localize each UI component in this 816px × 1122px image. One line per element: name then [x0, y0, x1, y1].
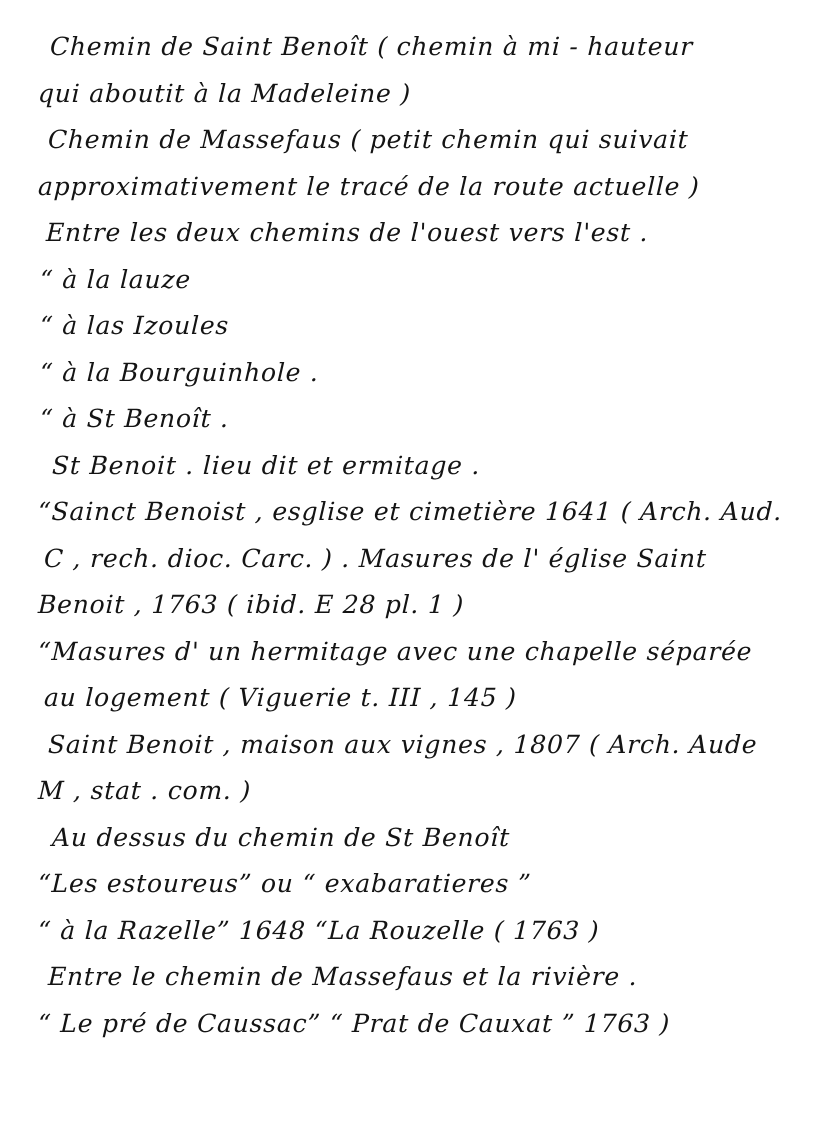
handwritten-line: “Les estoureus” ou “ exabaratieres ” — [37, 869, 533, 898]
handwritten-line: “Masures d' un hermitage avec une chapelle séparée — [37, 636, 753, 666]
handwritten-line: au logement ( Viguerie t. III , 145 ) — [43, 683, 518, 712]
handwritten-line: St Benoit . lieu dit et ermitage . — [51, 450, 481, 480]
handwritten-line: Benoit , 1763 ( ibid. E 28 pl. 1 ) — [37, 590, 465, 619]
handwritten-line: Saint Benoit , maison aux vignes , 1807 ( Arch. Aude — [47, 729, 758, 759]
handwritten-line: Entre le chemin de Massefaus et la rivière . — [47, 962, 639, 991]
handwritten-line: qui aboutit à la Madeleine ) — [37, 78, 412, 108]
handwritten-line: Chemin de Massefaus ( petit chemin qui suivait — [47, 125, 690, 154]
handwritten-line: C , rech. dioc. Carc. ) . Masures de l' église Saint — [43, 543, 708, 573]
handwritten-line: Entre les deux chemins de l'ouest vers l'est . — [45, 218, 649, 247]
handwritten-line: “ à la Razelle” 1648 “La Rouzelle ( 1763 ) — [37, 915, 600, 945]
handwritten-line: “ à St Benoît . — [39, 404, 230, 433]
handwritten-line: “ à la Bourguinhole . — [39, 357, 320, 387]
handwritten-text — [38, 24, 786, 1047]
handwritten-line: “ à la lauze — [39, 264, 192, 294]
handwritten-line: Chemin de Saint Benoît ( chemin à mi - hauteur — [49, 32, 694, 61]
handwritten-line: approximativement le tracé de la route actuelle ) — [37, 171, 701, 201]
handwritten-line: M , stat . com. ) — [37, 776, 252, 805]
handwritten-line: “ Le pré de Caussac” “ Prat de Cauxat ” 1763 ) — [37, 1008, 671, 1038]
handwritten-line: Au dessus du chemin de St Benoît — [51, 822, 511, 852]
handwritten-line: “Sainct Benoist , esglise et cimetière 1641 ( Arch. Aud. — [37, 497, 783, 526]
handwritten-line: “ à las Izoules — [39, 311, 230, 340]
